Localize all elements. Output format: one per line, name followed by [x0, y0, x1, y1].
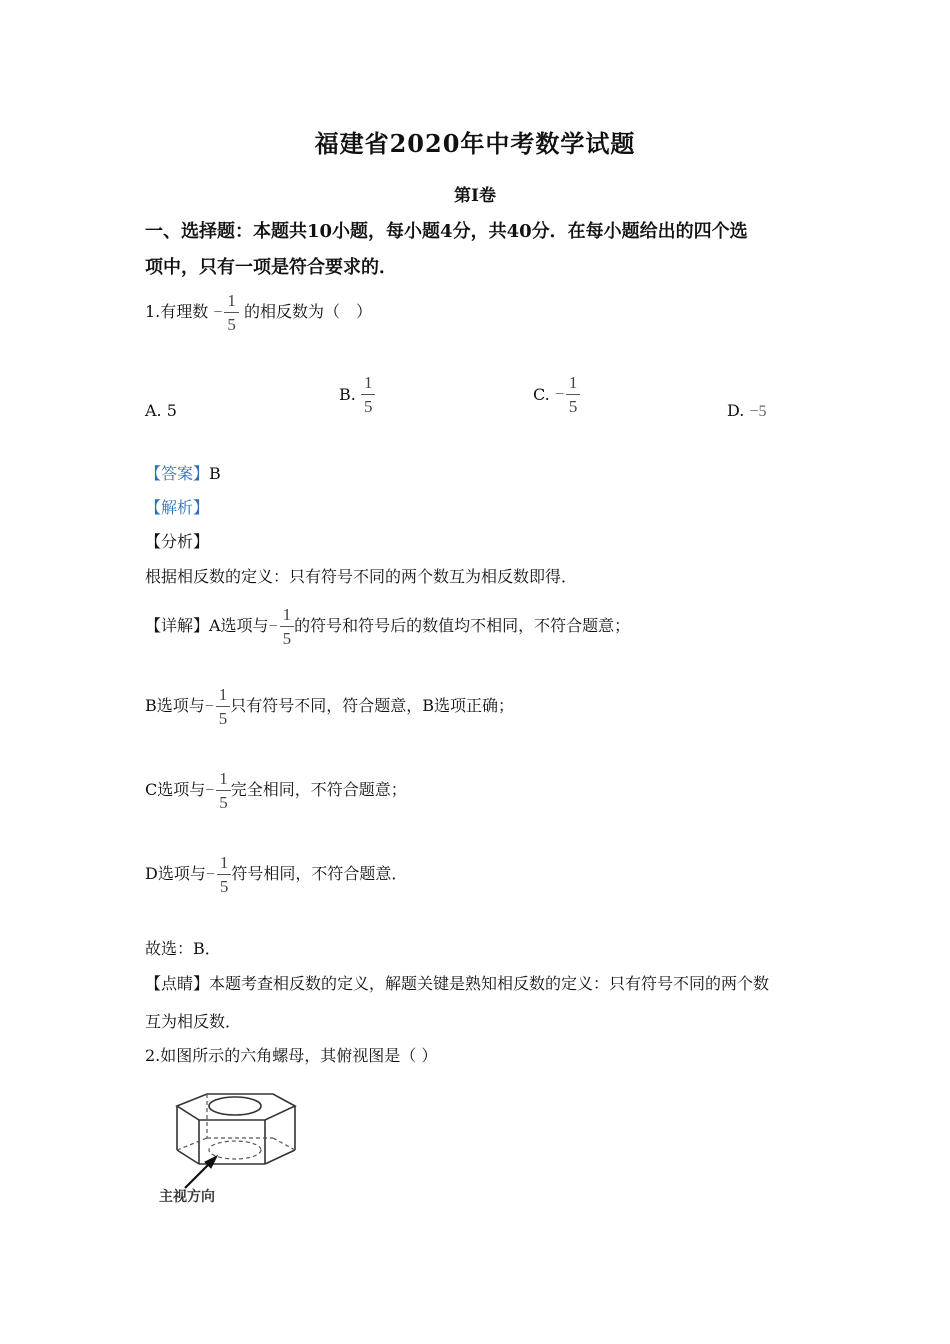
- fraction-one-fifth: [361, 374, 376, 415]
- xiangjie-d-suffix: 符号相同，不符合题意．: [231, 864, 408, 883]
- fraction-denominator: 5: [216, 790, 231, 811]
- option-b: [339, 374, 375, 415]
- xiangjie-c-suffix: 完全相同，不符合题意；: [230, 780, 407, 799]
- option-b-label: B.: [339, 385, 356, 404]
- fraction-one-fifth: [280, 606, 295, 647]
- question-2: 2.如图所示的六角螺母，其俯视图是（ ）: [145, 1046, 438, 1065]
- fraction-denominator: 5: [217, 874, 232, 895]
- option-d-label: D.: [727, 401, 745, 420]
- xiangjie-d: [145, 854, 407, 895]
- minus-sign: −: [554, 385, 564, 403]
- option-d: [727, 401, 766, 421]
- fraction-denominator: 5: [361, 394, 376, 415]
- dianjing-line1: 【点睛】本题考查相反数的定义，解题关键是熟知相反数的定义：只有符号不同的两个数: [145, 974, 770, 993]
- xiangjie-b-prefix: B选项与: [145, 696, 205, 715]
- xiangjie-d-prefix: D选项与: [145, 864, 206, 883]
- jiexi-tag: 【解析】: [145, 498, 210, 517]
- fenxi-tag: 【分析】: [145, 532, 210, 551]
- fraction-denominator: 5: [280, 626, 295, 647]
- xiangjie-c-prefix: C选项与: [145, 780, 206, 799]
- minus-sign: −: [205, 865, 215, 883]
- fraction-denominator: 5: [566, 394, 581, 415]
- fraction-numerator: 1: [219, 853, 229, 872]
- q1-prefix: 1.有理数: [145, 302, 209, 321]
- section-heading-line2: 项中，只有一项是符合要求的．: [145, 257, 397, 278]
- xiangjie-a: [145, 606, 630, 647]
- fraction-one-fifth: [216, 686, 231, 727]
- xiangjie-a-prefix: 【详解】A选项与: [145, 616, 269, 635]
- xiangjie-b-suffix: 只有符号不同，符合题意，B选项正确；: [230, 696, 515, 715]
- minus-sign: −: [205, 781, 215, 799]
- page-title: 福建省2020年中考数学试题: [314, 129, 636, 158]
- fraction-denominator: 5: [216, 706, 231, 727]
- option-c-label: C.: [533, 385, 550, 404]
- section-heading-line1: 一、选择题：本题共10小题，每小题4分，共40分．在每小题给出的四个选: [145, 221, 748, 242]
- option-d-value: −5: [749, 403, 767, 420]
- fraction-numerator: 1: [363, 373, 373, 392]
- question-1: [145, 292, 372, 333]
- fraction-one-fifth: [566, 374, 581, 415]
- fraction-numerator: 1: [282, 605, 292, 624]
- option-c: [533, 374, 580, 415]
- fraction-numerator: 1: [218, 685, 228, 704]
- option-a: A. 5: [145, 401, 177, 420]
- fenxi-text: 根据相反数的定义：只有符号不同的两个数互为相反数即得．: [145, 567, 578, 586]
- figure-label: 主视方向: [159, 1189, 215, 1205]
- guxuan: 故选：B．: [145, 939, 221, 958]
- minus-sign: −: [213, 303, 223, 321]
- fraction-one-fifth: [217, 854, 232, 895]
- xiangjie-c: [145, 770, 407, 811]
- answer-line: [145, 461, 221, 484]
- xiangjie-a-suffix: 的符号和符号后的数值均不相同，不符合题意；: [294, 616, 631, 635]
- fraction-one-fifth: [224, 292, 239, 333]
- fraction-one-fifth: [216, 770, 231, 811]
- fraction-numerator: 1: [219, 769, 228, 788]
- fraction-numerator: 1: [227, 291, 236, 310]
- volume-heading: 第Ⅰ卷: [454, 186, 496, 206]
- fraction-numerator: 1: [568, 373, 578, 392]
- answer-tag: 【答案】: [145, 464, 210, 483]
- answer-value: B: [209, 464, 221, 483]
- fraction-denominator: 5: [224, 312, 239, 333]
- xiangjie-b: [145, 686, 514, 727]
- q1-suffix: 的相反数为（ ）: [244, 302, 373, 321]
- hex-nut-figure: [155, 1088, 305, 1216]
- minus-sign: −: [204, 697, 214, 715]
- minus-sign: −: [268, 617, 278, 635]
- dianjing-line2: 互为相反数．: [145, 1012, 242, 1031]
